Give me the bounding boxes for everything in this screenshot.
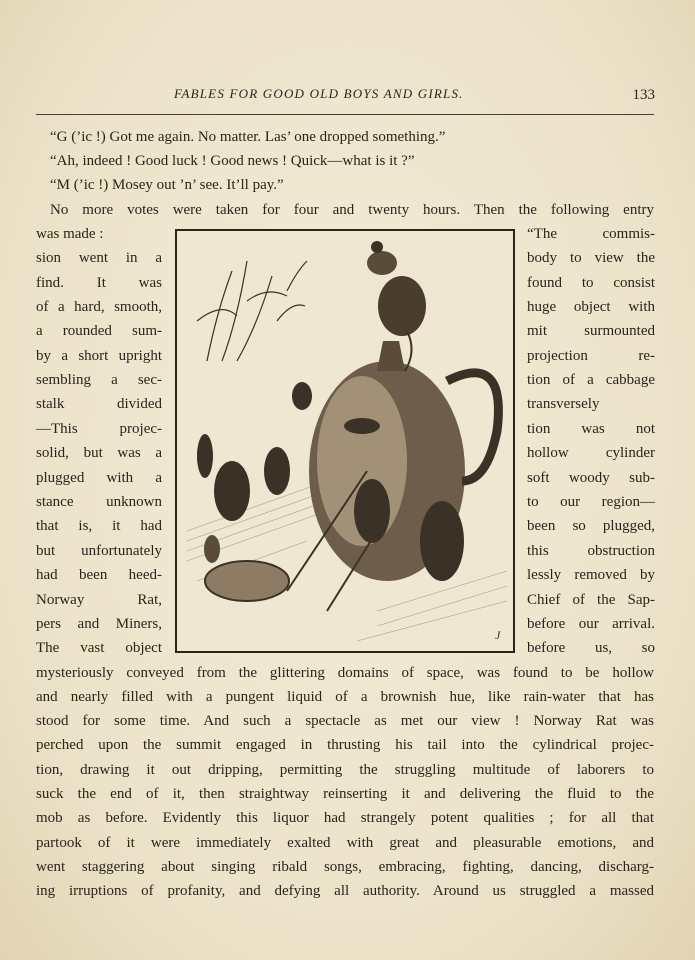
right-column-line: lessly removed by — [527, 567, 655, 583]
right-column-line: mit surmounted — [527, 323, 655, 339]
right-column-line: tion of a cabbage — [527, 372, 655, 388]
paragraph-line: mysteriously conveyed from the glittering domains of space, was found to be hollow — [36, 665, 654, 681]
left-column-line: Norway Rat, — [36, 592, 162, 608]
paragraph-line: ing irruptions of profanity, and defying all authority. Around us struggled a massed — [36, 883, 654, 899]
right-column-line: hollow cylinder — [527, 445, 655, 461]
right-column-line: to our region— — [527, 494, 655, 510]
artist-signature: J — [495, 628, 501, 642]
engraving-drawing — [177, 231, 513, 651]
paragraph-line: No more votes were taken for four and twenty hours. Then the following entry — [50, 202, 654, 218]
right-column-line: Chief of the Sap- — [527, 592, 655, 608]
right-column-line: soft woody sub- — [527, 470, 655, 486]
paragraph-line: went staggering about singing ribald songs, embracing, fighting, dancing, discharg- — [36, 859, 654, 875]
running-title: FABLES FOR GOOD OLD BOYS AND GIRLS. — [174, 86, 464, 101]
left-column-line: plugged with a — [36, 470, 162, 486]
left-column-line: sion went in a — [36, 250, 162, 266]
left-column-line: but unfortunately — [36, 543, 162, 559]
left-column-line: was made : — [36, 226, 104, 242]
paragraph-line: suck the end of it, then straightway reinserting it and delivering the fluid to the — [36, 786, 654, 802]
left-column-line: sembling a sec- — [36, 372, 162, 388]
paragraph-line: stood for some time. And such a spectacle as met our view ! Norway Rat was — [36, 713, 654, 729]
dialogue-line: “M (’ic !) Mosey out ’n’ see. It’ll pay.” — [50, 177, 284, 193]
right-column-line: found to consist — [527, 275, 655, 291]
right-column-line: huge object with — [527, 299, 655, 315]
left-column-line: —This projec- — [36, 421, 162, 437]
right-column-line: body to view the — [527, 250, 655, 266]
turtle — [204, 535, 289, 601]
dialogue-line: “Ah, indeed ! Good luck ! Good news ! Quick—what is it ?” — [50, 153, 415, 169]
left-column-line: by a short upright — [36, 348, 162, 364]
left-column-line: solid, but was a — [36, 445, 162, 461]
right-column-line: transversely — [527, 396, 600, 412]
left-column-line: stalk divided — [36, 396, 162, 412]
left-column-line: a rounded sum- — [36, 323, 162, 339]
page-number: 133 — [632, 87, 655, 103]
paragraph-line: perched upon the summit engaged in thrusting his tail into the cylindrical projec- — [36, 737, 654, 753]
left-column-line: that is, it had — [36, 518, 162, 534]
paragraph-line: mob as before. Evidently this liquor had strangely potent qualities ; for all that — [36, 810, 654, 826]
paragraph-line: tion, drawing it out dripping, permitting the struggling multitude of laborers to — [36, 762, 654, 778]
right-column-line: “The commis- — [527, 226, 655, 242]
right-column-line: before us, so — [527, 640, 655, 656]
running-head — [34, 86, 655, 106]
right-column-line: tion was not — [527, 421, 655, 437]
left-column-line: stance unknown — [36, 494, 162, 510]
plants — [197, 261, 307, 361]
right-column-line: before our arrival. — [527, 616, 655, 632]
left-column-line: pers and Miners, — [36, 616, 162, 632]
jug — [309, 341, 498, 581]
right-column-line: been so plugged, — [527, 518, 655, 534]
left-column-line: The vast object — [36, 640, 162, 656]
paragraph-line: and nearly filled with a pungent liquid of a brownish hue, like rain-water that has — [36, 689, 654, 705]
illustration-rat-on-jug — [175, 229, 515, 653]
paragraph-line: partook of it were immediately exalted with great and pleasurable emotions, and — [36, 835, 654, 851]
header-rule — [36, 114, 654, 115]
dialogue-line: “G (’ic !) Got me again. No matter. Las’ one dropped something.” — [50, 129, 446, 145]
left-column-line: had been heed- — [36, 567, 162, 583]
left-column-line: of a hard, smooth, — [36, 299, 162, 315]
right-column-line: projection re- — [527, 348, 655, 364]
right-column-line: this obstruction — [527, 543, 655, 559]
left-column-line: find. It was — [36, 275, 162, 291]
